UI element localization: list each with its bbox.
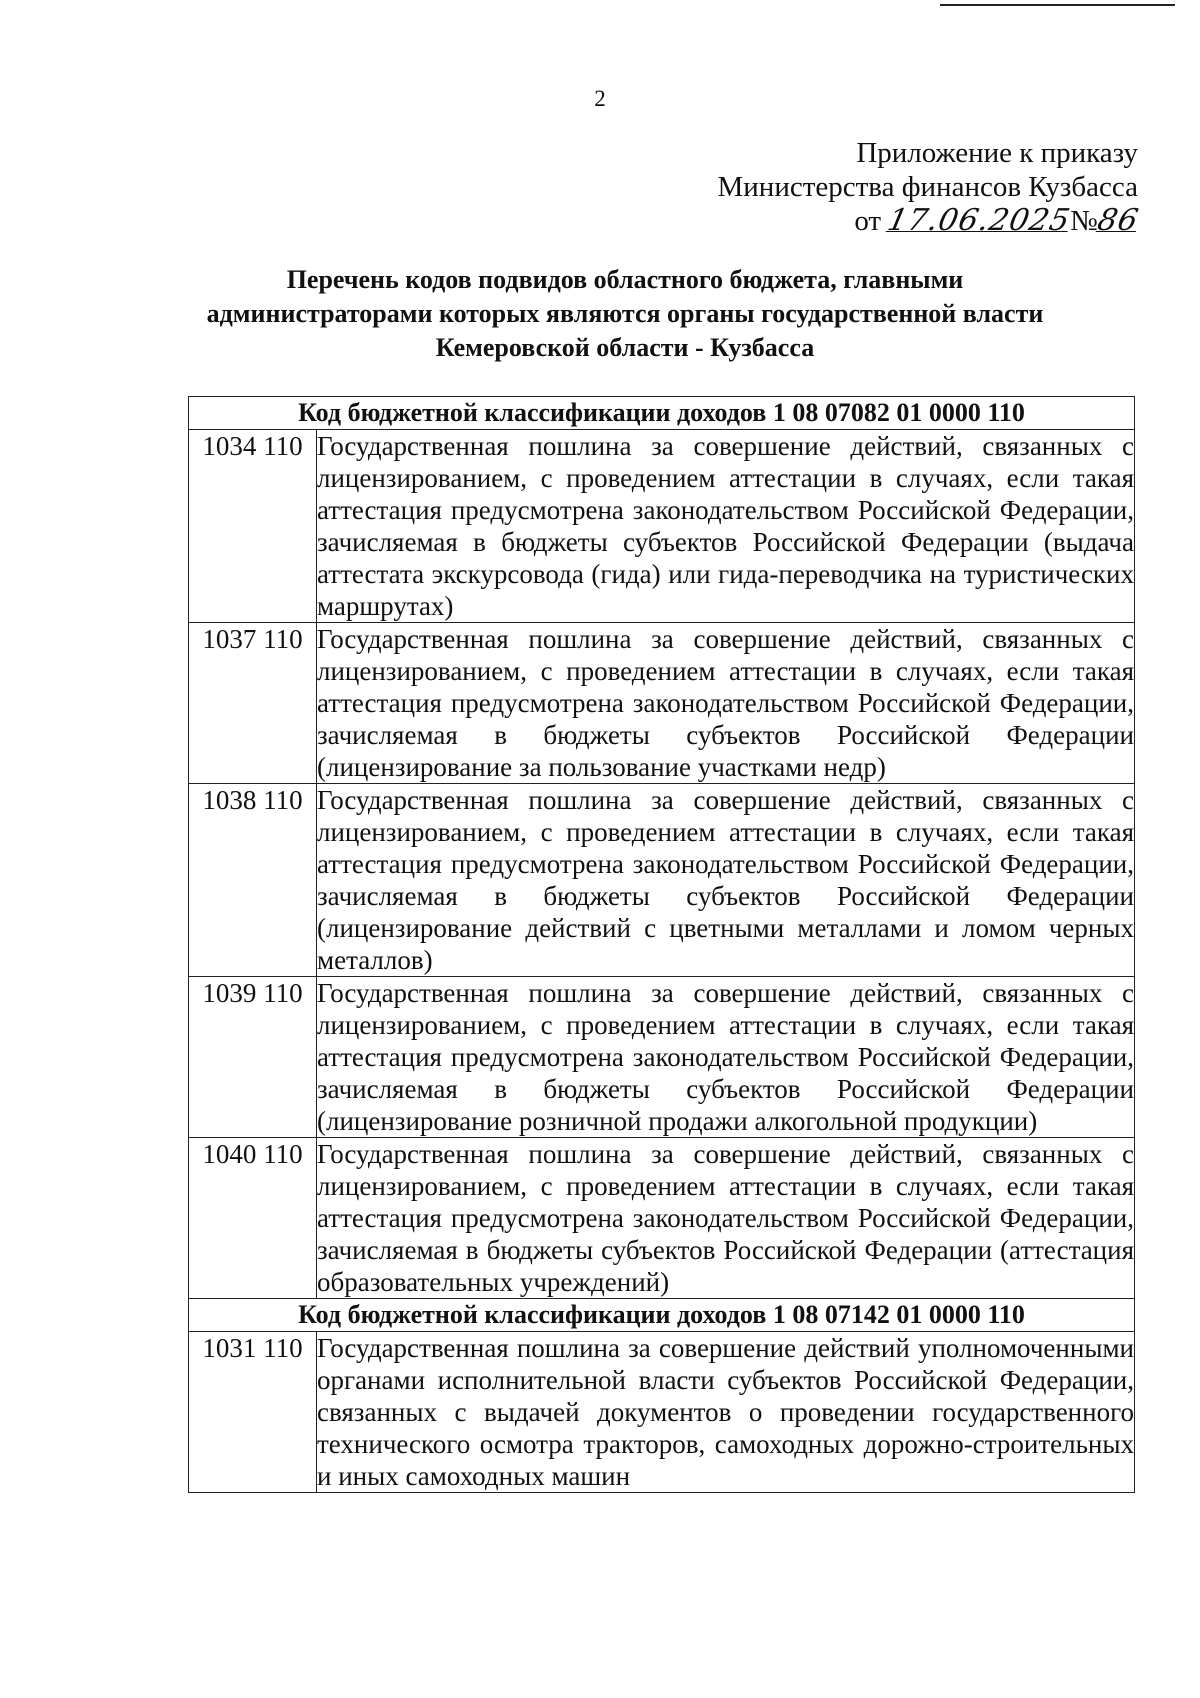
subtype-description: Государственная пошлина за совершение действий, связанных с лицензированием, с проведением аттестации в случаях, если такая аттестация предусмотрена законодательством Российской Федерации, зачисляемая в бюджеты субъектов Российской Федерации (аттестация образовательных учреждений) — [317, 1139, 1134, 1297]
section-heading: Код бюджетной классификации доходов 1 08 07082 01 0000 110 — [189, 397, 1135, 430]
table-row — [189, 430, 1135, 623]
subtype-code: 1037 110 — [189, 623, 317, 784]
order-line — [578, 203, 1142, 238]
subtype-description: Государственная пошлина за совершение действий, связанных с лицензированием, с проведением аттестации в случаях, если такая аттестация предусмотрена законодательством Российской Федерации, зачисляемая в бюджеты субъектов Российской Федерации (лицензирование розничной продажи алкогольной продукции) — [317, 978, 1134, 1136]
subtype-code: 1040 110 — [189, 1138, 317, 1299]
subtype-description: Государственная пошлина за совершение действий, связанных с лицензированием, с проведением аттестации в случаях, если такая аттестация предусмотрена законодательством Российской Федерации, зачисляемая в бюджеты субъектов Российской Федерации (выдача аттестата экскурсовода (гида) или гида-переводчика на туристических маршрутах) — [317, 431, 1134, 621]
top-edge-rule — [940, 4, 1175, 6]
appendix-line-2: Министерства финансов Кузбасса — [717, 171, 1138, 203]
appendix-line-1: Приложение к приказу — [856, 137, 1138, 169]
order-prefix: от — [854, 205, 882, 237]
subtype-code: 1038 110 — [189, 784, 317, 977]
section-heading-row — [189, 1299, 1135, 1332]
codes-table — [188, 396, 1135, 1493]
section-heading-row — [189, 397, 1135, 430]
table-row — [189, 623, 1135, 784]
subtype-description: Государственная пошлина за совершение действий уполномоченными органами исполнительной власти субъектов Российской Федерации, связанных с выдачей документов о проведении государственного технического осмотра тракторов, самоходных дорожно-строительных и иных самоходных машин — [317, 1333, 1134, 1491]
subtype-code: 1039 110 — [189, 977, 317, 1138]
subtype-code: 1034 110 — [189, 430, 317, 623]
table-row — [189, 1138, 1135, 1299]
order-date-handwritten: 17.06.2025 — [884, 203, 1074, 238]
appendix-header — [578, 136, 1142, 238]
document-title — [150, 263, 1100, 365]
order-number-handwritten: 86 — [1094, 203, 1142, 238]
title-line-1: Перечень кодов подвидов областного бюджета, главными — [286, 265, 964, 294]
title-line-2: администраторами которых являются органы государственной власти — [206, 299, 1044, 328]
page-number: 2 — [594, 86, 606, 111]
subtype-description: Государственная пошлина за совершение действий, связанных с лицензированием, с проведением аттестации в случаях, если такая аттестация предусмотрена законодательством Российской Федерации, зачисляемая в бюджеты субъектов Российской Федерации (лицензирование действий с цветными металлами и ломом черных металлов) — [317, 785, 1134, 975]
subtype-description: Государственная пошлина за совершение действий, связанных с лицензированием, с проведением аттестации в случаях, если такая аттестация предусмотрена законодательством Российской Федерации, зачисляемая в бюджеты субъектов Российской Федерации (лицензирование за пользование участками недр) — [317, 624, 1134, 782]
table-row — [189, 784, 1135, 977]
order-number-label: № — [1070, 205, 1098, 237]
subtype-code: 1031 110 — [189, 1332, 317, 1493]
section-heading: Код бюджетной классификации доходов 1 08 07142 01 0000 110 — [189, 1299, 1135, 1332]
table-row — [189, 977, 1135, 1138]
table-row — [189, 1332, 1135, 1493]
title-line-3: Кемеровской области - Кузбасса — [435, 333, 815, 362]
